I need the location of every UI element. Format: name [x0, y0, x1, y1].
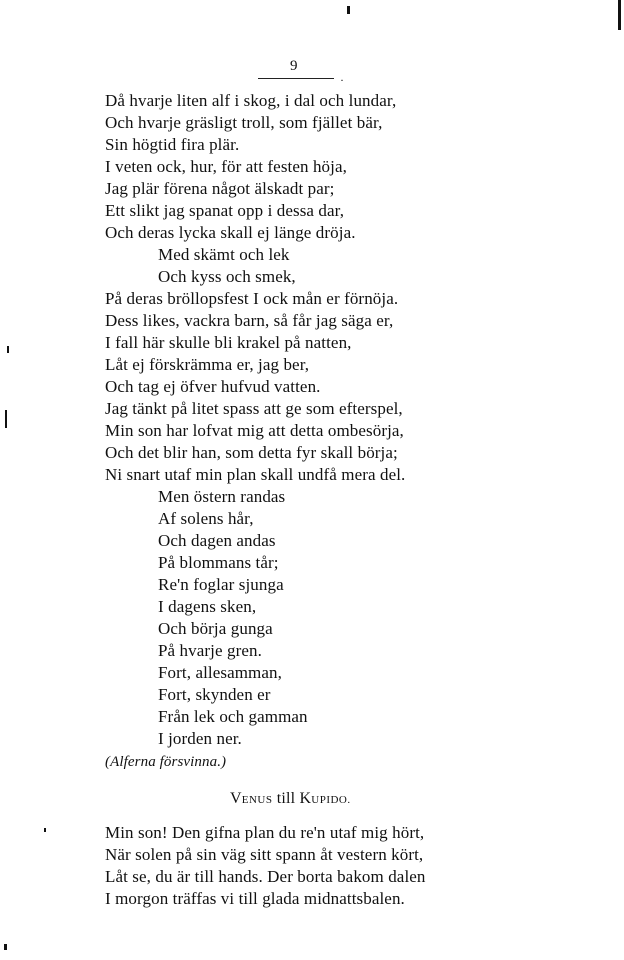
verse-line: Med skämt och lek — [158, 245, 290, 264]
song-line: I jorden ner. — [158, 729, 242, 748]
verse-line: Och deras lycka skall ej länge dröja. — [105, 223, 356, 242]
song-line: Och börja gunga — [158, 619, 273, 638]
verse-line: I veten ock, hur, för att festen höja, — [105, 157, 347, 176]
scan-mark — [4, 944, 7, 950]
target-rest: UPIDO. — [311, 794, 351, 806]
scan-mark — [5, 410, 7, 428]
verse-line: Min son! Den gifna plan du re'n utaf mig hört, — [105, 823, 425, 842]
song-line: Och dagen andas — [158, 531, 276, 550]
song-line: På hvarje gren. — [158, 641, 262, 660]
verse-line: I fall här skulle bli krakel på natten, — [105, 333, 352, 352]
song-line: Fort, skynden er — [158, 685, 271, 704]
verse-line: I morgon träffas vi till glada midnattsbalen. — [105, 889, 405, 908]
page-number: 9 — [290, 58, 298, 74]
verse-line: Dess likes, vackra barn, så får jag säga er, — [105, 311, 394, 330]
speaker-heading — [230, 789, 351, 810]
verse-line: Och kyss och smek, — [158, 267, 296, 286]
header-rule — [258, 78, 334, 79]
verse-line: Ni snart utaf min plan skall undfå mera del. — [105, 465, 406, 484]
song-line: Men östern randas — [158, 487, 286, 506]
verse-line: Min son har lofvat mig att detta ombesörja, — [105, 421, 404, 440]
verse-line: Och tag ej öfver hufvud vatten. — [105, 377, 321, 396]
verse-line: Jag plär förena något älskadt par; — [105, 179, 335, 198]
verse-line: Låt ej förskrämma er, jag ber, — [105, 355, 310, 374]
scan-mark — [7, 346, 9, 353]
verse-line: Då hvarje liten alf i skog, i dal och lundar, — [105, 91, 397, 110]
stage-direction: (Alferna försvinna.) — [105, 754, 227, 770]
verse-line: Ett slikt jag spanat opp i dessa dar, — [105, 201, 345, 220]
verse-line: Låt se, du är till hands. Der borta bakom dalen — [105, 867, 426, 886]
song-line: Af solens hår, — [158, 509, 254, 528]
target-initial: K — [299, 790, 312, 807]
speaker-initial: V — [230, 790, 242, 807]
header-rule-dot: · — [340, 73, 344, 87]
song-line: I dagens sken, — [158, 597, 257, 616]
speaker-word: till — [276, 790, 296, 807]
verse-line: Och hvarje gräsligt troll, som fjället bär, — [105, 113, 383, 132]
scan-mark — [347, 6, 350, 14]
speaker-rest: ENUS — [241, 794, 273, 806]
verse-line: Sin högtid fira plär. — [105, 135, 240, 154]
scan-mark — [44, 828, 46, 832]
verse-line: När solen på sin väg sitt spann åt vestern kört, — [105, 845, 424, 864]
song-line: På blommans tår; — [158, 553, 279, 572]
verse-line: Och det blir han, som detta fyr skall börja; — [105, 443, 398, 462]
verse-line: Jag tänkt på litet spass att ge som efterspel, — [105, 399, 403, 418]
verse-line: På deras bröllopsfest I ock mån er förnöja. — [105, 289, 399, 308]
scan-mark — [618, 0, 621, 30]
song-line: Fort, allesamman, — [158, 663, 282, 682]
song-line: Från lek och gamman — [158, 707, 308, 726]
song-line: Re'n foglar sjunga — [158, 575, 284, 594]
